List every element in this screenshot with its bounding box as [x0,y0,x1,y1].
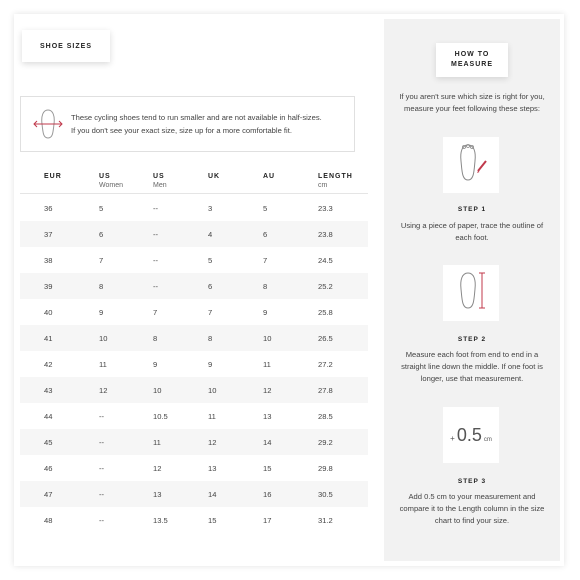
fit-note-line-1: These cycling shoes tend to run smaller and are not available in half-sizes. [71,113,322,122]
cell-uk: 9 [208,360,213,369]
cell-us-men: 10 [153,386,162,395]
table-row [20,455,368,481]
cell-au: 13 [263,412,272,421]
table-row [20,377,368,403]
step-3-line-3: chart to find your size. [434,516,510,525]
cell-uk: 8 [208,334,213,343]
step-1-line-2: each foot. [455,233,489,242]
fit-note [20,96,355,152]
cell-length: 30.5 [318,490,333,499]
cell-us-women: -- [99,412,105,421]
column-header-uk: UK [208,173,221,180]
cell-length: 28.5 [318,412,333,421]
step-2-line-1: Measure each foot from end to end in a [405,350,539,359]
add-value-unit: cm [483,436,492,443]
table-row [20,299,368,325]
cell-au: 16 [263,490,272,499]
column-header-au: AU [263,173,276,180]
cell-au: 12 [263,386,272,395]
step-3-illustration [443,407,499,463]
cell-length: 29.8 [318,464,333,473]
table-row [20,403,368,429]
cell-eur: 42 [44,360,53,369]
cell-au: 5 [263,204,268,213]
step-2-title: STEP 2 [457,336,487,343]
cell-eur: 44 [44,412,53,421]
how-to-measure-title-line-1: HOW TO [454,51,490,58]
cell-length: 25.8 [318,308,333,317]
column-header-eur: EUR [44,173,62,180]
cell-eur: 47 [44,490,53,499]
fit-note-text [67,111,322,137]
step-3-line-1: Add 0.5 cm to your measurement and [408,492,536,501]
cell-length: 27.2 [318,360,333,369]
cell-us-men: 9 [153,360,158,369]
cell-us-men: 13.5 [153,516,168,525]
cell-uk: 11 [208,412,216,421]
step-1-title: STEP 1 [457,206,487,213]
table-row [20,273,368,299]
cell-au: 6 [263,230,268,239]
cell-us-men: 10.5 [153,412,168,421]
cell-us-women: 5 [99,204,104,213]
step-1-text [394,220,550,244]
cell-au: 14 [263,438,272,447]
measure-intro-line-2: measure your feet following these steps: [404,104,540,113]
step-2-illustration [443,265,499,321]
table-row [20,481,368,507]
cell-eur: 38 [44,256,53,265]
cell-au: 7 [263,256,268,265]
table-row [20,195,368,221]
cell-eur: 46 [44,464,53,473]
table-row [20,429,368,455]
cell-length: 26.5 [318,334,333,343]
cell-uk: 12 [208,438,217,447]
step-1-illustration [443,137,499,193]
cell-length: 23.8 [318,230,333,239]
table-row [20,221,368,247]
cell-uk: 6 [208,282,213,291]
cell-us-women: -- [99,464,105,473]
table-row [20,325,368,351]
step-3-title: STEP 3 [457,478,487,485]
column-header-length: LENGTH cm [318,173,353,189]
cell-us-men: -- [153,230,159,239]
step-1-line-1: Using a piece of paper, trace the outline of [400,221,544,230]
measure-intro [392,91,552,115]
cell-eur: 43 [44,386,53,395]
foot-ruler-icon [451,269,491,318]
cell-length: 24.5 [318,256,333,265]
cell-eur: 39 [44,282,53,291]
cell-au: 10 [263,334,272,343]
cell-length: 23.3 [318,204,333,213]
cell-uk: 5 [208,256,213,265]
cell-us-women: 8 [99,282,104,291]
cell-length: 31.2 [318,516,333,525]
cell-us-men: 13 [153,490,162,499]
cell-au: 9 [263,308,268,317]
cell-us-women: -- [99,490,105,499]
foot-pencil-icon [451,141,491,190]
step-2-line-3: longer, use that measurement. [420,374,524,383]
cell-us-women: -- [99,516,105,525]
cell-eur: 36 [44,204,53,213]
how-to-measure-title [436,43,508,77]
cell-au: 15 [263,464,272,473]
cell-length: 25.2 [318,282,333,291]
cell-us-women: 10 [99,334,108,343]
cell-eur: 40 [44,308,53,317]
cell-length: 27.8 [318,386,333,395]
page-title: SHOE SIZES [22,30,110,62]
step-3-line-2: compare it to the Length column in the size [399,504,545,513]
cell-length: 29.2 [318,438,333,447]
step-3-text [394,491,550,527]
cell-us-men: -- [153,204,159,213]
cell-eur: 41 [44,334,53,343]
add-value-number: 0.5 [456,424,482,445]
table-row [20,507,368,533]
size-table-body [20,195,368,533]
foot-measure-icon [29,104,67,144]
cell-us-women: -- [99,438,105,447]
cell-us-men: 11 [153,438,161,447]
cell-eur: 37 [44,230,53,239]
plus-sign: + [450,433,455,443]
step-2-text [394,349,550,385]
cell-eur: 45 [44,438,53,447]
size-table-header [20,168,368,194]
step-2-line-2: straight line down the middle. If one foot is [401,362,543,371]
cell-uk: 10 [208,386,217,395]
cell-us-women: 9 [99,308,104,317]
how-to-measure-panel [384,19,560,561]
cell-uk: 3 [208,204,213,213]
cell-us-men: -- [153,282,159,291]
fit-note-line-2: If you don't see your exact size, size up for a more comfortable fit. [71,126,292,135]
cell-us-women: 12 [99,386,108,395]
cell-us-men: 8 [153,334,158,343]
cell-uk: 14 [208,490,217,499]
how-to-measure-title-line-2: MEASURE [450,61,493,68]
table-row [20,351,368,377]
cell-uk: 4 [208,230,213,239]
cell-us-men: 12 [153,464,162,473]
cell-us-women: 7 [99,256,104,265]
cell-us-women: 11 [99,360,107,369]
table-row [20,247,368,273]
cell-au: 11 [263,360,271,369]
cell-us-men: 7 [153,308,158,317]
cell-us-women: 6 [99,230,104,239]
cell-uk: 15 [208,516,217,525]
cell-us-men: -- [153,256,159,265]
cell-uk: 13 [208,464,217,473]
cell-au: 17 [263,516,272,525]
column-header-us-men: US Men [153,173,167,189]
measure-intro-line-1: If you aren't sure which size is right for you, [399,92,545,101]
add-half-cm-graphic [450,425,492,446]
column-header-us-women: US Women [99,173,123,189]
cell-au: 8 [263,282,268,291]
cell-eur: 48 [44,516,53,525]
cell-uk: 7 [208,308,213,317]
